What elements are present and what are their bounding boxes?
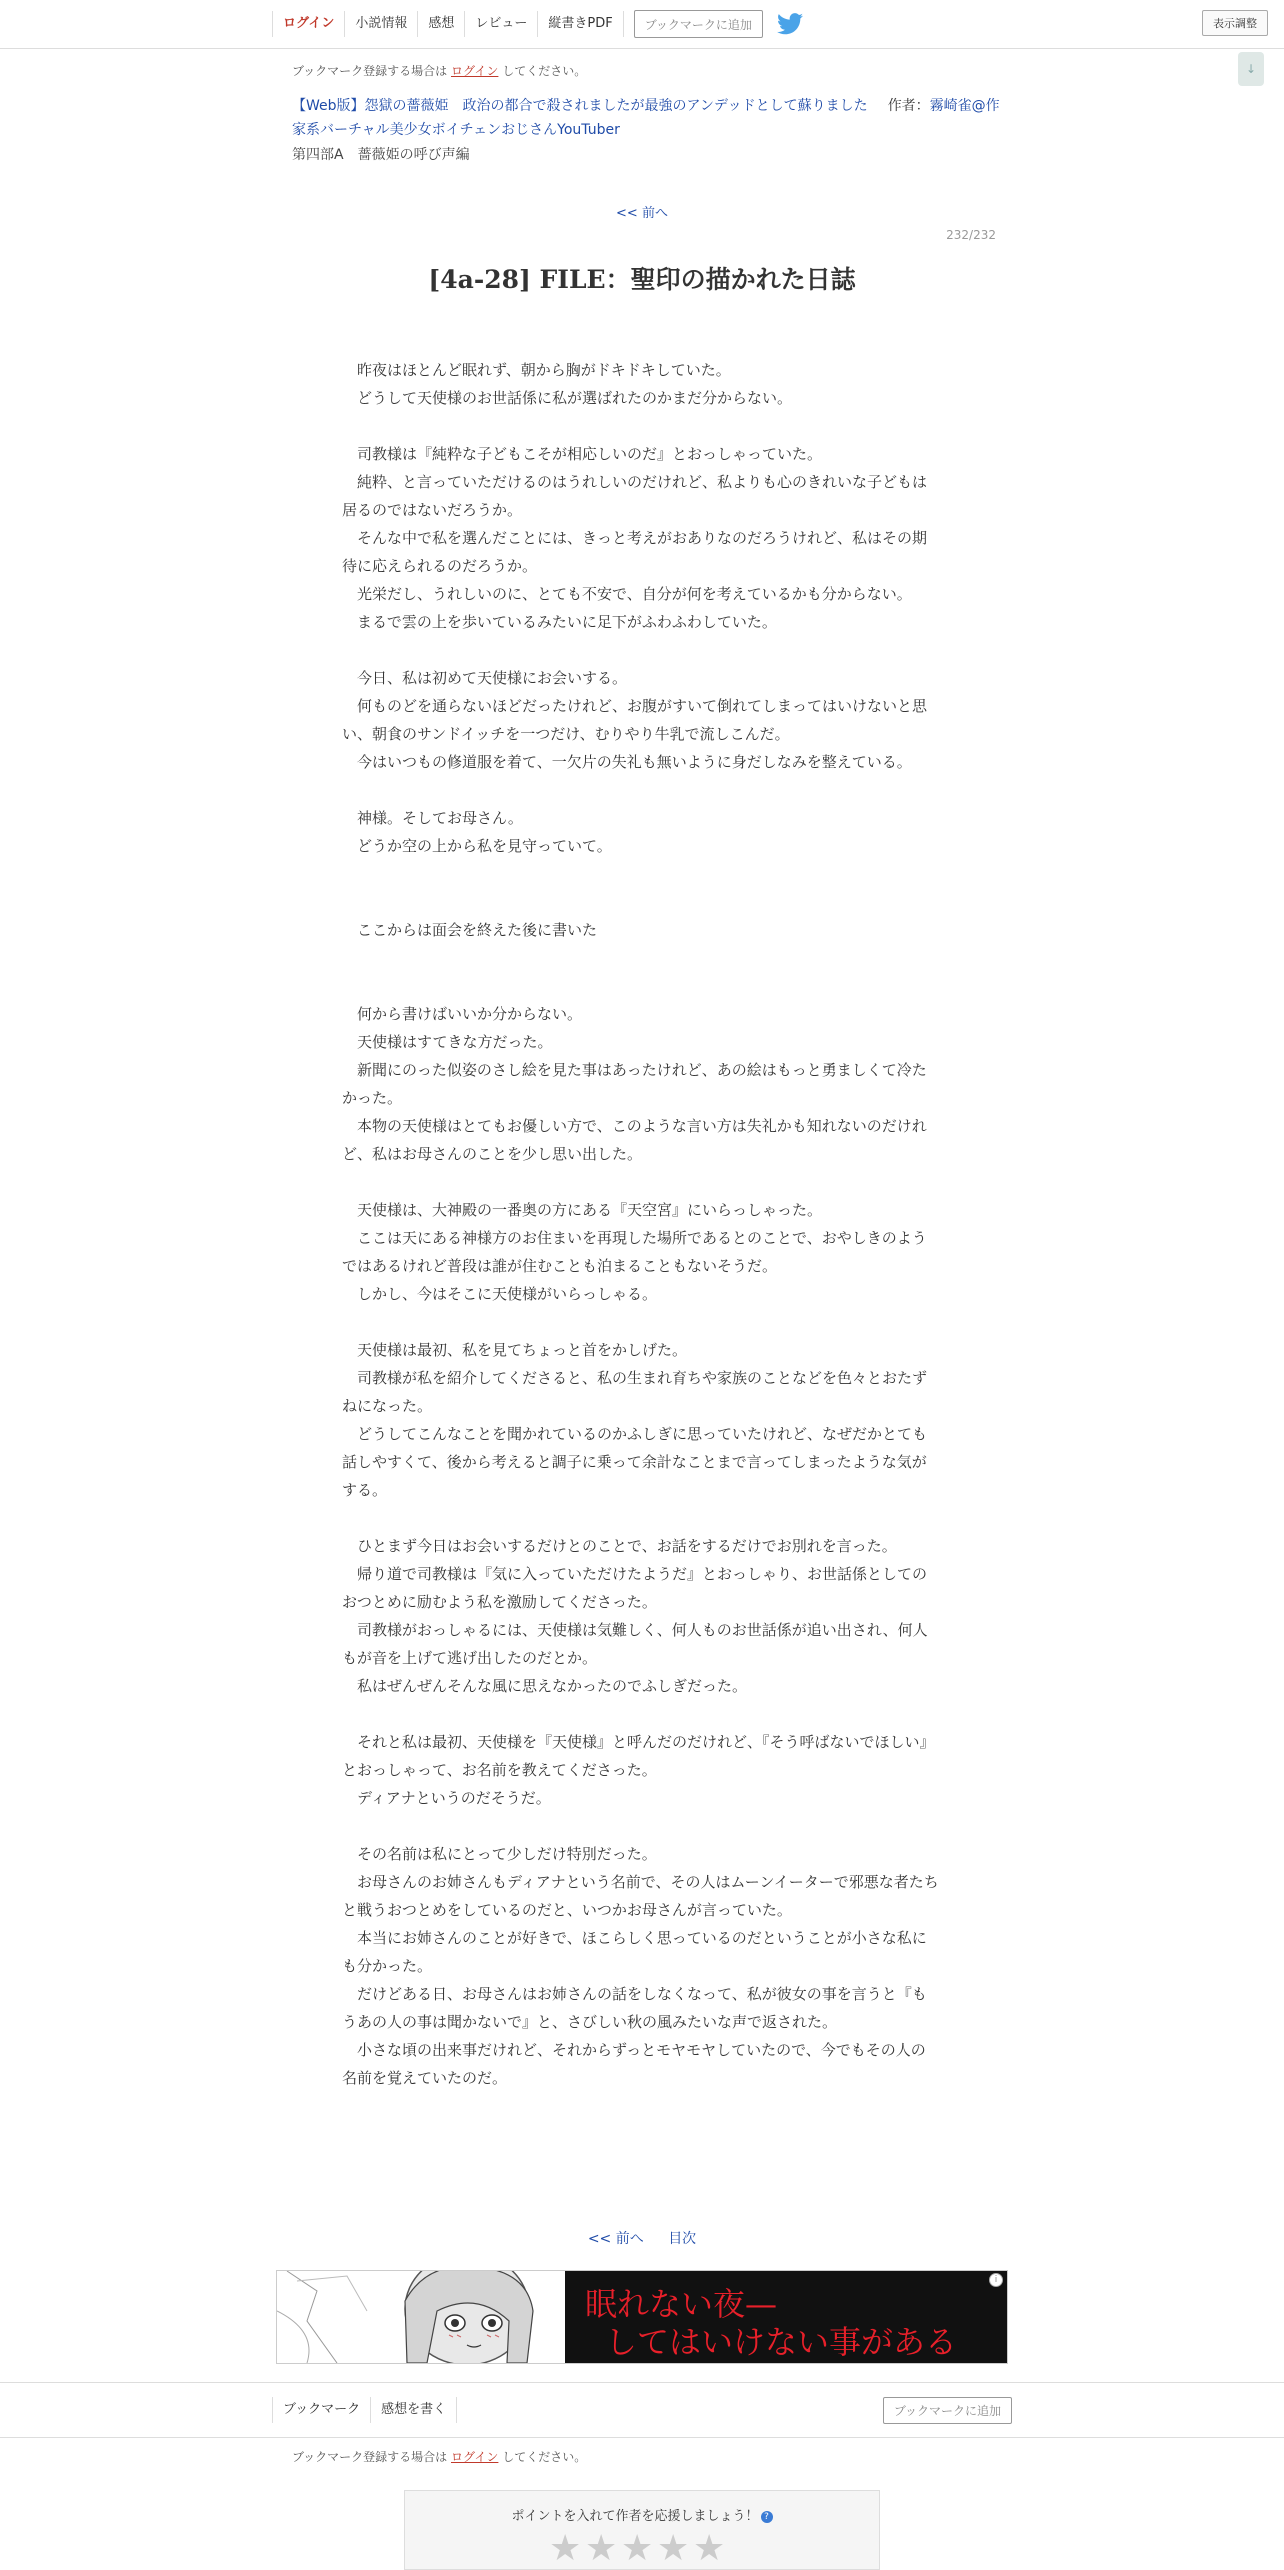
top-bar	[0, 0, 1284, 49]
display-settings-button[interactable]: 表示調整	[1202, 10, 1268, 36]
body-paragraph: ここからは面会を終えた後に書いた	[357, 921, 598, 939]
top-nav	[272, 10, 803, 38]
toc-link[interactable]: 目次	[668, 2231, 697, 2247]
scroll-down-arrow-icon[interactable]: ↓	[1238, 52, 1264, 86]
body-paragraph: 新聞にのった似姿のさし絵を見た事はあったけれど、あの絵はもっと勇ましくて冷たかった。	[342, 1061, 927, 1107]
footer-add-bookmark-button[interactable]: ブックマークに追加	[883, 2397, 1012, 2424]
body-paragraph: どうか空の上から私を見守っていて。	[357, 837, 612, 855]
novel-info-link[interactable]: 小説情報	[344, 11, 417, 37]
add-bookmark-button[interactable]: ブックマークに追加	[634, 10, 763, 38]
rating-star-icon[interactable]: ★	[693, 2528, 726, 2569]
login-link[interactable]: ログイン	[272, 11, 344, 37]
ad-line-2: してはいけない事がある	[605, 2323, 958, 2361]
review-link[interactable]: レビュー	[464, 11, 537, 37]
body-paragraph	[342, 972, 940, 1000]
body-paragraph: だけどある日、お母さんはお姉さんの話をしなくなって、私が彼女の事を言うと『もうあの人の事は聞かないで』と、さびしい秋の風みたいな声で返された。	[342, 1985, 927, 2031]
work-title-link[interactable]: 【Web版】怨獄の薔薇姫 政治の都合で殺されましたが最強のアンデッドとして蘇りました	[292, 98, 868, 114]
write-impression-link[interactable]: 感想を書く	[370, 2397, 457, 2423]
body-paragraph: その名前は私にとって少しだけ特別だった。	[357, 1845, 657, 1863]
author-label: 作者：	[887, 98, 930, 114]
body-paragraph: ここは天にある神様方のお住まいを再現した場所であるとのことで、おやしきのようではあるけれど普段は誰が住むことも泊まることもないそうだ。	[342, 1229, 927, 1275]
body-paragraph: 神様。そしてお母さん。	[357, 809, 523, 827]
body-paragraph	[342, 1504, 940, 1532]
body-paragraph: 昨夜はほとんど眠れず、朝から胸がドキドキしていた。	[357, 361, 731, 379]
rating-stars	[549, 2528, 729, 2569]
body-paragraph: 今日、私は初めて天使様にお会いする。	[357, 669, 628, 687]
body-paragraph	[342, 860, 940, 888]
body-paragraph: どうしてこんなことを聞かれているのかふしぎに思っていたけれど、なぜだかとても話しやすくて、後から考えると調子に乗って余計なことまで言ってしまったような気がする。	[342, 1425, 928, 1499]
body-paragraph: ひとまず今日はお会いするだけとのことで、お話をするだけでお別れを言った。	[357, 1537, 897, 1555]
notice-login-link[interactable]: ログイン	[451, 64, 499, 78]
body-paragraph: 今はいつもの修道服を着て、一欠片の失礼も無いように身だしなみを整えている。	[357, 753, 912, 771]
body-paragraph: まるで雲の上を歩いているみたいに足下がふわふわしていた。	[357, 613, 777, 631]
prev-link-top[interactable]: << 前へ	[616, 206, 668, 221]
episode-title: [4a-28] FILE：聖印の描かれた日誌	[428, 265, 856, 294]
body-paragraph: 司教様がおっしゃるには、天使様は気難しく、何人ものお世話係が追い出され、何人もが音を上げて逃げ出したのだとか。	[342, 1621, 928, 1667]
page-number: 232/232	[946, 228, 996, 242]
body-paragraph: 本物の天使様はとてもお優しい方で、このような言い方は失礼かも知れないのだけれど、私はお母さんのことを少し思い出した。	[342, 1117, 927, 1163]
body-paragraph: 帰り道で司教様は『気に入っていただけたようだ』とおっしゃり、お世話係としてのおつとめに励むよう私を激励してくださった。	[342, 1565, 928, 1611]
body-paragraph	[342, 1308, 940, 1336]
body-paragraph: 何ものどを通らないほどだったけれど、お腹がすいて倒れてしまってはいけないと思い、朝食のサンドイッチを一つだけ、むりやり牛乳で流しこんだ。	[342, 697, 928, 743]
episode-body	[342, 356, 940, 2092]
body-paragraph: 私はぜんぜんそんな風に思えなかったのでふしぎだった。	[357, 1677, 748, 1695]
body-paragraph	[342, 1700, 940, 1728]
body-paragraph: 小さな頃の出来事だけれど、それからずっとモヤモヤしていたので、今でもその人の名前を覚えていたのだ。	[342, 2041, 926, 2087]
vertical-pdf-link[interactable]: 縦書きPDF	[537, 11, 623, 37]
body-paragraph	[342, 1168, 940, 1196]
rating-title: ポイントを入れて作者を応援しましょう！ ?	[405, 2505, 879, 2524]
bottom-pager	[0, 2228, 1284, 2248]
rating-star-icon[interactable]: ★	[657, 2528, 690, 2569]
twitter-bird-icon[interactable]	[777, 13, 803, 35]
bookmark-login-notice: ブックマーク登録する場合は ログイン してください。	[292, 64, 587, 78]
body-paragraph: しかし、今はそこに天使様がいらっしゃる。	[357, 1285, 658, 1303]
prev-link-bottom[interactable]: << 前へ	[587, 2231, 644, 2247]
footer-nav	[272, 2397, 456, 2423]
ad-info-icon[interactable]: i	[989, 2273, 1003, 2287]
body-paragraph	[342, 888, 940, 916]
work-title-block	[292, 94, 1002, 142]
body-paragraph: 何から書けばいいか分からない。	[357, 1005, 583, 1023]
impressions-link[interactable]: 感想	[417, 11, 464, 37]
body-paragraph: 本当にお姉さんのことが好きで、ほこらしく思っているのだということが小さな私にも分かった。	[342, 1929, 927, 1975]
ad-text-panel	[565, 2271, 1007, 2363]
body-paragraph	[342, 776, 940, 804]
ad-line-1: 眠れない夜—	[585, 2285, 778, 2323]
chapter-title: 第四部A 薔薇姫の呼び声編	[292, 147, 470, 163]
body-paragraph: ディアナというのだそうだ。	[357, 1789, 551, 1807]
ad-banner[interactable]	[276, 2270, 1008, 2364]
body-paragraph: それと私は最初、天使様を『天使様』と呼んだのだけれど、『そう呼ばないでほしい』とおっしゃって、お名前を教えてくださった。	[342, 1733, 935, 1779]
body-paragraph: 天使様は、大神殿の一番奥の方にある『天空宮』にいらっしゃった。	[357, 1201, 823, 1219]
rating-star-icon[interactable]: ★	[549, 2528, 582, 2569]
body-paragraph	[342, 412, 940, 440]
body-paragraph: どうして天使様のお世話係に私が選ばれたのかまだ分からない。	[357, 389, 793, 407]
body-paragraph: 司教様は『純粋な子どもこそが相応しいのだ』とおっしゃっていた。	[357, 445, 823, 463]
rating-star-icon[interactable]: ★	[621, 2528, 654, 2569]
footer-notice-login-link[interactable]: ログイン	[451, 2450, 499, 2464]
author-link[interactable]: 霧崎雀@作家系バーチャル美少女ボイチェンおじさんYouTuber	[292, 98, 1000, 138]
body-paragraph: 純粋、と言っていただけるのはうれしいのだけれど、私よりも心のきれいな子どもは居るのではないだろうか。	[342, 473, 928, 519]
body-paragraph: 天使様は最初、私を見てちょっと首をかしげた。	[357, 1341, 688, 1359]
rating-star-icon[interactable]: ★	[585, 2528, 618, 2569]
body-paragraph: 天使様はすてきな方だった。	[357, 1033, 553, 1051]
help-icon[interactable]: ?	[761, 2511, 773, 2523]
body-paragraph	[342, 1812, 940, 1840]
body-paragraph	[342, 636, 940, 664]
body-paragraph: お母さんのお姉さんもディアナという名前で、その人はムーンイーターで邪悪な者たちと戦うおつとめをしているのだと、いつかお母さんが言っていた。	[342, 1873, 939, 1919]
body-paragraph: 光栄だし、うれしいのに、とても不安で、自分が何を考えているかも分からない。	[357, 585, 912, 603]
footer-login-notice: ブックマーク登録する場合は ログイン してください。	[292, 2450, 587, 2464]
footer-bookmark-link[interactable]: ブックマーク	[272, 2397, 371, 2423]
body-paragraph: 司教様が私を紹介してくださると、私の生まれ育ちや家族のことなどを色々とおたずねになった。	[342, 1369, 928, 1415]
body-paragraph	[342, 944, 940, 972]
rating-box	[404, 2490, 880, 2570]
manga-girl-illustration	[277, 2271, 565, 2363]
footer-bar	[0, 2382, 1284, 2438]
top-pager	[0, 202, 1284, 221]
body-paragraph: そんな中で私を選んだことには、きっと考えがおありなのだろうけれど、私はその期待に応えられるのだろうか。	[342, 529, 928, 575]
